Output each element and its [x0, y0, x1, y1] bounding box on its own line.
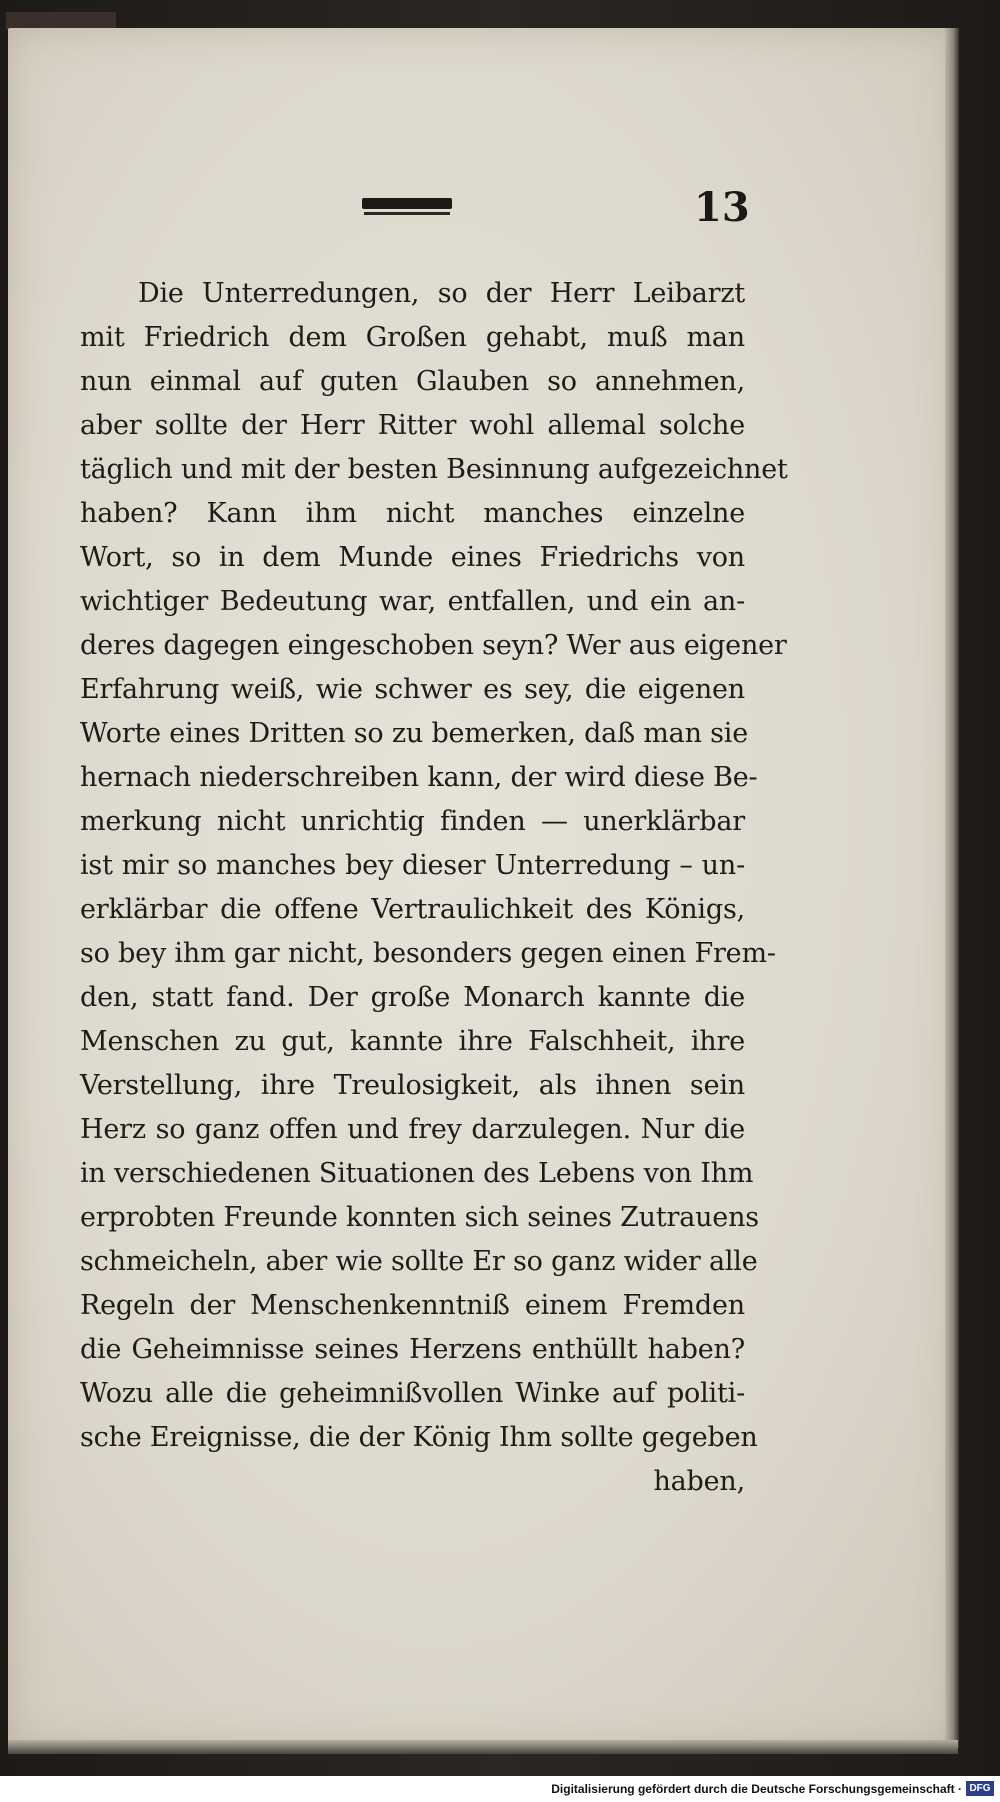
text-line: deres dagegen eingeschoben seyn? Wer aus eigener — [80, 630, 787, 661]
text-line: Die Unterredungen, so der Herr Leibarzt — [138, 278, 745, 309]
text-line: mit Friedrich dem Großen gehabt, muß man — [80, 322, 745, 353]
page-edge-right — [945, 28, 959, 1748]
text-line: nun einmal auf guten Glauben so annehmen, — [80, 366, 745, 397]
footer-credit: Digitalisierung gefördert durch die Deutsche Forschungsgemeinschaft · — [551, 1782, 962, 1796]
header-rule-thick — [362, 198, 452, 209]
text-line: Herz so ganz offen und frey darzulegen. Nur die — [80, 1114, 745, 1145]
text-line: die Geheimnisse seines Herzens enthüllt haben? — [80, 1334, 745, 1365]
text-line: Wort, so in dem Munde eines Friedrichs von — [80, 542, 745, 573]
text-line: hernach niederschreiben kann, der wird diese Be- — [80, 762, 758, 793]
text-line: merkung nicht unrichtig finden — unerklärbar — [80, 806, 745, 837]
text-line: Menschen zu gut, kannte ihre Falschheit, ihre — [80, 1026, 745, 1057]
text-line: schmeicheln, aber wie sollte Er so ganz wider alle — [80, 1246, 758, 1277]
text-line: ist mir so manches bey dieser Unterredung – un- — [80, 850, 745, 881]
catchword: haben, — [653, 1466, 745, 1497]
header-ornament-rule — [362, 198, 452, 218]
text-line: aber sollte der Herr Ritter wohl allemal solche — [80, 410, 745, 441]
text-line: Erfahrung weiß, wie schwer es sey, die eigenen — [80, 674, 745, 705]
text-line: Regeln der Menschenkenntniß einem Fremden — [80, 1290, 745, 1321]
body-text — [80, 272, 788, 1504]
page-edge-bottom — [8, 1740, 958, 1754]
dfg-logo-icon: DFG — [966, 1781, 994, 1796]
text-line: wichtiger Bedeutung war, entfallen, und ein an- — [80, 586, 745, 617]
text-line: Verstellung, ihre Treulosigkeit, als ihnen sein — [80, 1070, 745, 1101]
text-line: in verschiedenen Situationen des Lebens von Ihm — [80, 1158, 754, 1189]
text-line: Wozu alle die geheimnißvollen Winke auf politi- — [80, 1378, 745, 1409]
header-rule-thin — [364, 212, 450, 215]
page-number: 13 — [694, 184, 750, 231]
text-line: erklärbar die offene Vertraulichkeit des Königs, — [80, 894, 745, 925]
text-line: so bey ihm gar nicht, besonders gegen einen Frem- — [80, 938, 776, 969]
text-line: sche Ereignisse, die der König Ihm sollte gegeben — [80, 1422, 758, 1453]
text-line: täglich und mit der besten Besinnung aufgezeichnet — [80, 454, 788, 485]
text-line: erprobten Freunde konnten sich seines Zutrauens — [80, 1202, 759, 1233]
text-line: haben? Kann ihm nicht manches einzelne — [80, 498, 745, 529]
text-line: Worte eines Dritten so zu bemerken, daß man sie — [80, 718, 749, 749]
text-line: den, statt fand. Der große Monarch kannte die — [80, 982, 745, 1013]
